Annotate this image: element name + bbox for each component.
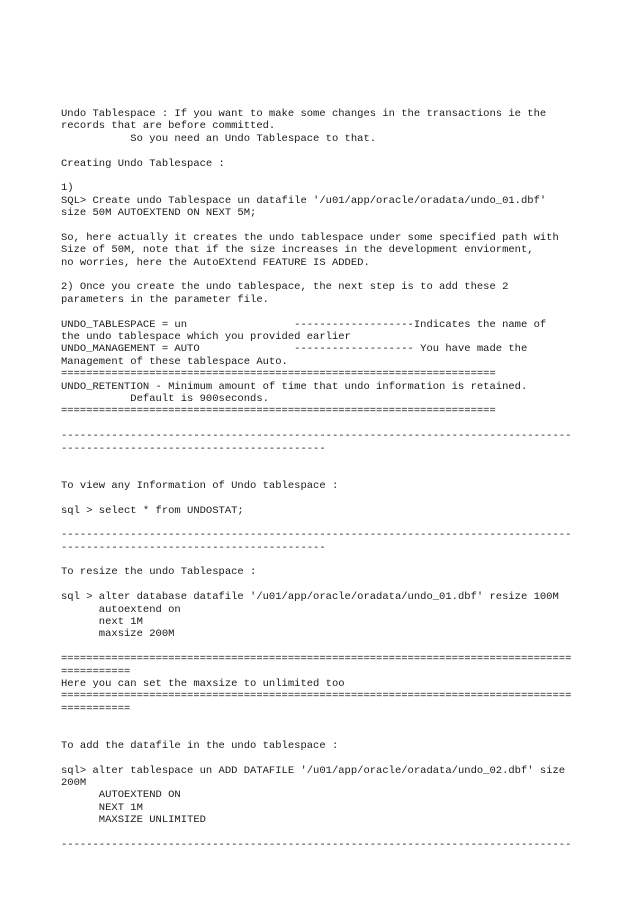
document-line: To add the datafile in the undo tablespace : [61,739,339,752]
document-line [61,269,581,281]
document-line: SQL> Create undo Tablespace un datafile '/u01/app/oracle/oradata/undo_01.dbf' [61,194,547,207]
document-line: size 50M AUTOEXTEND ON NEXT 5M; [61,207,257,220]
document-line: Undo Tablespace : If you want to make some changes in the transactions ie the [61,108,547,120]
document-line: maxsize 200M [61,628,175,641]
document-line: Creating Undo Tablespace : [61,157,225,170]
document-line [61,492,581,504]
document-line: parameters in the parameter file. [61,293,269,306]
document-line: sql> alter tablespace un ADD DATAFILE '/u01/app/oracle/oradata/undo_02.dbf' size [61,764,566,777]
document-line: --------------------------------------------------------------------------------- [61,430,572,443]
document-line: records that are before committed. [61,120,276,133]
document-line: MAXSIZE UNLIMITED [61,814,206,827]
document-line: NEXT 1M [61,801,143,814]
document-line: no worries, here the AutoEXtend FEATURE IS ADDED. [61,256,370,269]
document-body [61,108,581,851]
document-line: UNDO_TABLESPACE = un -------------------Indicates the name of [61,318,547,331]
document-line [61,145,581,157]
document-line [61,306,581,318]
document-line: 1) [61,182,74,195]
document-line: --------------------------------------------------------------------------------- [61,839,572,852]
document-line: ================================================================================= [61,653,572,666]
document-line: So, here actually it creates the undo tablespace under some specified path with [61,231,559,244]
document-line [61,220,581,232]
document-line [61,467,581,479]
document-line: So you need an Undo Tablespace to that. [61,132,377,145]
document-line: sql > alter database datafile '/u01/app/oracle/oradata/undo_01.dbf' resize 100M [61,591,559,604]
document-line: =========== [61,702,131,715]
document-line: ------------------------------------------ [61,442,326,455]
document-line [61,728,581,740]
document-line [61,418,581,430]
document-line: To view any Information of Undo tablespace : [61,479,339,492]
document-line [61,752,581,764]
document-line [61,554,581,566]
document-line: sql > select * from UNDOSTAT; [61,504,244,517]
document-line: the undo tablespace which you provided earlier [61,331,351,344]
document-line [61,715,581,727]
document-line [61,579,581,591]
document-line: AUTOEXTEND ON [61,789,181,802]
document-line [61,455,581,467]
document-line: next 1M [61,616,143,629]
document-line: Size of 50M, note that if the size increases in the development enviorment, [61,244,534,257]
document-line [61,641,581,653]
document-line: Management of these tablespace Auto. [61,355,288,368]
document-line [61,170,581,182]
document-line: 200M [61,777,87,790]
document-line: UNDO_RETENTION - Minimum amount of time that undo information is retained. [61,380,528,393]
document-line: --------------------------------------------------------------------------------- [61,529,572,542]
document-line: ===================================================================== [61,405,496,418]
document-line: ===================================================================== [61,368,496,381]
document-line: 2) Once you create the undo tablespace, the next step is to add these 2 [61,281,509,294]
document-line: ================================================================================= [61,690,572,703]
document-line [61,827,581,839]
document-line: autoextend on [61,603,181,616]
document-line: To resize the undo Tablespace : [61,566,257,579]
document-line: ------------------------------------------ [61,541,326,554]
document-line [61,517,581,529]
document-line: UNDO_MANAGEMENT = AUTO ------------------- You have made the [61,343,528,356]
document-line: Here you can set the maxsize to unlimited too [61,677,345,690]
document-line: =========== [61,665,131,678]
document-line: Default is 900seconds. [61,392,269,405]
